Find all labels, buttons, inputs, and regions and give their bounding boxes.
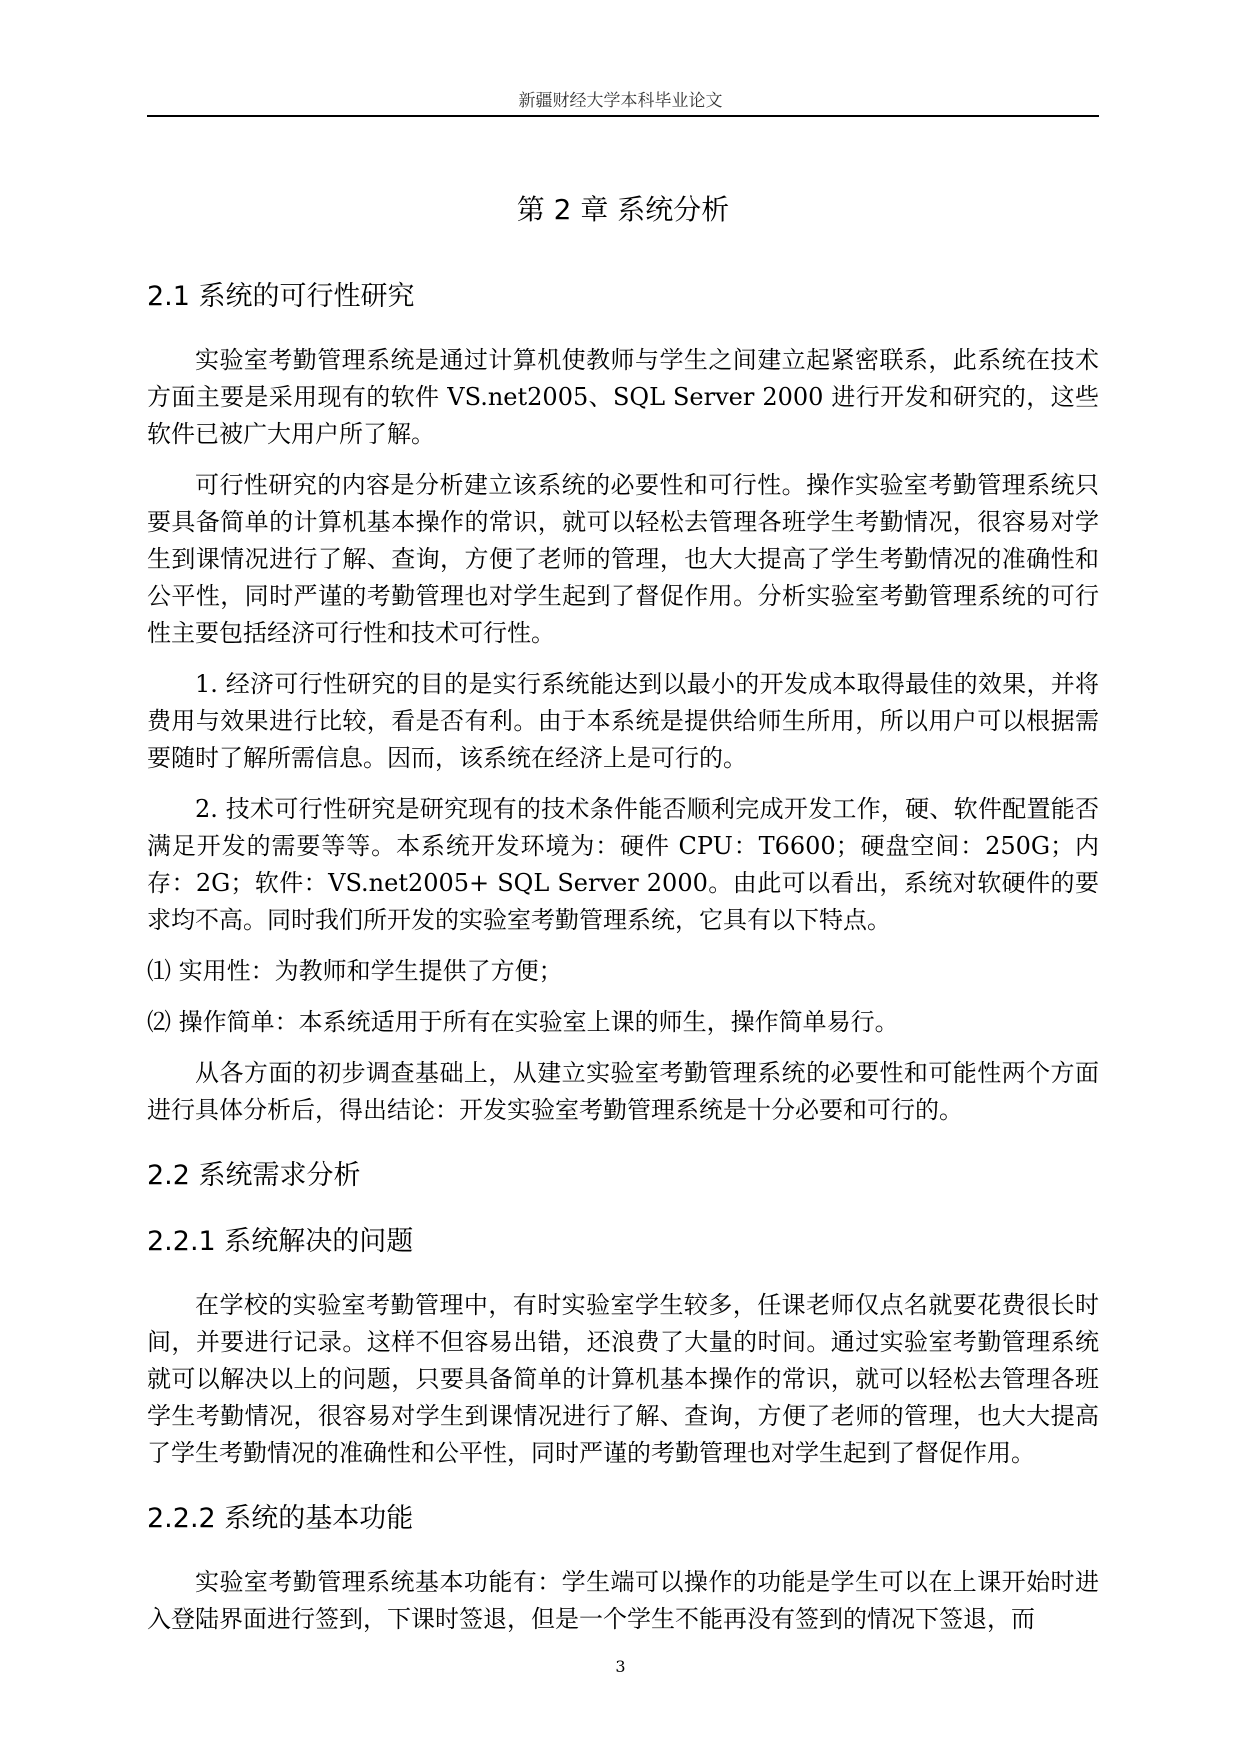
section-2-1-title: 2.1 系统的可行性研究 [147,281,415,312]
paragraph: 可行性研究的内容是分析建立该系统的必要性和可行性。操作实验室考勤管理系统只要具备简单的计算机基本操作的常识，就可以轻松去管理各班学生考勤情况，很容易对学生到课情况进行了解、查询，方便了老师的管理，也大大提高了学生考勤情况的准确性和公平性，同时严谨的考勤管理也对学生起到了督促作用。分析实验室考勤管理系统的可行性主要包括经济可行性和技术可行性。 [147,471,1099,647]
chapter-title: 第 2 章 系统分析 [516,193,730,226]
paragraph: 1. 经济可行性研究的目的是实行系统能达到以最小的开发成本取得最佳的效果，并将费用与效果进行比较，看是否有利。由于本系统是提供给师生所用，所以用户可以根据需要随时了解所需信息。因而，该系统在经济上是可行的。 [147,670,1099,772]
list-item: ⑵ 操作简单：本系统适用于所有在实验室上课的师生，操作简单易行。 [147,1008,899,1036]
paragraph: 2. 技术可行性研究是研究现有的技术条件能否顺利完成开发工作，硬、软件配置能否满足开发的需要等等。本系统开发环境为：硬件 CPU：T6600；硬盘空间：250G；内存：2G；软件：VS.net2005+ SQL Server 2000。由此可以看出，系统对软硬件的要求均不高。同时我们所开发的实验室考勤管理系统，它具有以下特点。 [147,795,1099,934]
header-rule [147,115,1099,117]
section-2-2-title: 2.2 系统需求分析 [147,1160,361,1191]
paragraph: 实验室考勤管理系统是通过计算机使教师与学生之间建立起紧密联系，此系统在技术方面主要是采用现有的软件 VS.net2005、SQL Server 2000 进行开发和研究的，这些软件已被广大用户所了解。 [147,346,1099,448]
section-2-2-1-title: 2.2.1 系统解决的问题 [147,1226,414,1257]
paragraph: 实验室考勤管理系统基本功能有：学生端可以操作的功能是学生可以在上课开始时进入登陆界面进行签到，下课时签退，但是一个学生不能再没有签到的情况下签退，而 [147,1568,1099,1633]
running-header: 新疆财经大学本科毕业论文 [518,91,723,111]
paragraph: 从各方面的初步调查基础上，从建立实验室考勤管理系统的必要性和可能性两个方面进行具体分析后，得出结论：开发实验室考勤管理系统是十分必要和可行的。 [147,1059,1099,1124]
page-content [147,190,1099,1652]
paragraph: 在学校的实验室考勤管理中，有时实验室学生较多，任课老师仅点名就要花费很长时间，并要进行记录。这样不但容易出错，还浪费了大量的时间。通过实验室考勤管理系统就可以解决以上的问题，只要具备简单的计算机基本操作的常识，就可以轻松去管理各班学生考勤情况，很容易对学生到课情况进行了解、查询，方便了老师的管理，也大大提高了学生考勤情况的准确性和公平性，同时严谨的考勤管理也对学生起到了督促作用。 [147,1291,1099,1467]
page-number: 3 [615,1657,626,1676]
section-2-2-2-title: 2.2.2 系统的基本功能 [147,1503,414,1534]
list-item: ⑴ 实用性：为教师和学生提供了方便； [147,957,563,985]
